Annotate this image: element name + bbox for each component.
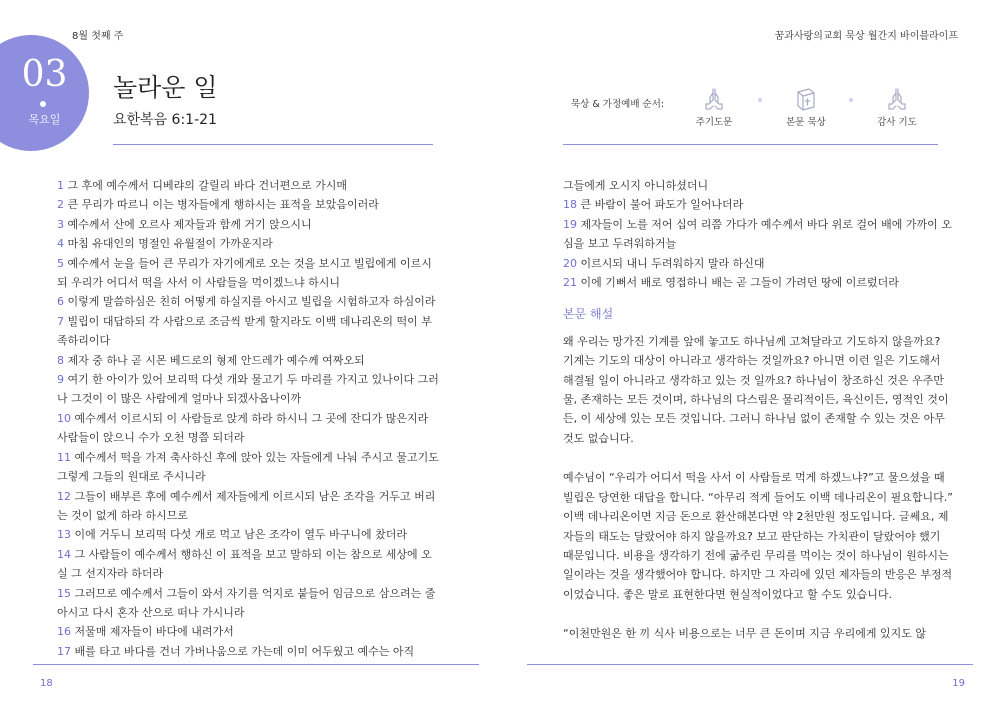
title-divider: [113, 144, 433, 145]
verse-number: 13: [57, 528, 71, 542]
page-number-left: 18: [40, 678, 53, 689]
worship-step-label: 감사 기도: [877, 117, 917, 128]
verse: [57, 195, 442, 214]
verse-text: 그들에게 오시지 아니하셨더니: [563, 179, 709, 192]
verse: [57, 351, 442, 370]
worship-step-lords-prayer: [674, 87, 754, 128]
praying-hands-icon: [703, 87, 725, 111]
verse: [563, 195, 953, 214]
verse-text: 이에 기뻐서 배로 영접하니 배는 곧 그들이 가려던 땅에 이르렀더라: [577, 276, 899, 290]
verse-text: 큰 무리가 따르니 이는 병자들에게 행하시는 표적을 보았음이러라: [64, 198, 379, 212]
footer-divider-left: [33, 664, 479, 665]
verse-text: 그 후에 예수께서 디베랴의 갈릴리 바다 건너편으로 가시매: [64, 179, 347, 192]
verse-number: 3: [57, 217, 64, 231]
verse-number: 21: [563, 276, 577, 290]
worship-step-meditation: [766, 87, 846, 128]
verse: [57, 642, 442, 661]
scripture-reference: 요한복음 6:1-21: [113, 112, 217, 128]
verse-text: 이에 거두니 보리떡 다섯 개로 먹고 남은 조각이 열두 바구니에 찼더라: [71, 528, 407, 542]
verse-text: 빌립이 대답하되 각 사람으로 조금씩 받게 할지라도 이백 데나리온의 떡이 부족하리이다: [57, 314, 432, 348]
verse-number: 16: [57, 625, 71, 639]
verse-text: 그들이 배부른 후에 예수께서 제자들에게 이르시되 남은 조각을 거두고 버리는 것이 없게 하라 하시므로: [57, 489, 436, 522]
verse-text: 배를 타고 바다를 건너 가버나움으로 가는데 이미 어두웠고 예수는 아직: [71, 644, 415, 658]
verse-text: 예수께서 떡을 가져 축사하신 후에 앉아 있는 자들에게 나눠 주시고 물고기도 그렇게 그들의 원대로 주시니라: [57, 450, 439, 484]
verse-number: 15: [57, 586, 71, 600]
worship-step-label: 본문 묵상: [786, 117, 826, 128]
scripture-text-right: [563, 176, 953, 664]
verse: [57, 176, 442, 195]
worship-order-label: 묵상 & 가정예배 순서:: [571, 99, 665, 110]
worship-divider: [563, 144, 938, 145]
publication-name: 꿈과사랑의교회 묵상 월간지 바이블라이프: [774, 31, 958, 42]
commentary-paragraph: 예수님이 “우리가 어디서 떡을 사서 이 사람들로 먹게 하겠느냐?”고 물으셨을 때 빌립은 당연한 대답을 합니다. “아무리 적게 들어도 이백 데나리온이 필요합니다.” 이백 데나리온이면 지금 돈으로 환산해본다면 약 2천만원 정도입니다. 글쎄요, 제자들의 태도는 달랐어야 하지 않을까요? 보고 판단하는 가치관이 달랐어야 했기 때문입니다. 비용을 생각하기 전에 굶주린 무리를 먹이는 것이 하나님이 원하시는 일이라는 것을 생각했어야 합니다. 하지만 그 자리에 있던 제자들의 반응은 부정적이었습니다. 좋은 말로 표현한다면 현실적이었다고 할 수도 있습니다.: [563, 471, 953, 601]
verse-text: 그러므로 예수께서 그들이 와서 자기를 억지로 붙들어 임금으로 삼으려는 줄 아시고 다시 혼자 산으로 떠나 가시니라: [57, 586, 436, 619]
verse-text: 이렇게 말씀하심은 친히 어떻게 하실지를 아시고 빌립을 시험하고자 하심이라: [64, 295, 436, 309]
verse-text: 예수께서 산에 오르사 제자들과 함께 거기 앉으시니: [64, 217, 312, 231]
verse-number: 17: [57, 644, 71, 658]
verse: [57, 370, 442, 409]
footer-divider-right: [527, 664, 973, 665]
worship-step-label: 주기도문: [695, 117, 733, 128]
verse: [57, 487, 442, 526]
verse: [563, 215, 953, 254]
step-separator: [758, 98, 762, 102]
verse: [57, 525, 442, 544]
praying-hands-icon: [886, 87, 908, 111]
verse: [57, 254, 442, 293]
verse-text: 저물매 제자들이 바다에 내려가서: [71, 625, 234, 639]
verse-number: 14: [57, 547, 71, 561]
verse-number: 10: [57, 411, 71, 425]
bible-book-icon: [795, 87, 817, 111]
day-number: 03: [21, 54, 68, 95]
verse-number: 6: [57, 295, 64, 309]
verse: [57, 215, 442, 234]
verse: [57, 312, 442, 351]
verse: [57, 234, 442, 253]
verse-text: 여기 한 아이가 있어 보리떡 다섯 개와 물고기 두 마리를 가지고 있나이다 그러나 그것이 이 많은 사람에게 얼마나 되겠사옵나이까: [57, 373, 439, 406]
verse-text: 제자 중 하나 곧 시몬 베드로의 형제 안드레가 예수께 여짜오되: [64, 353, 365, 367]
verse: [57, 622, 442, 641]
verse-number: 2: [57, 198, 64, 212]
weekday-label: 목요일: [28, 113, 61, 126]
verse-number: 8: [57, 353, 64, 367]
verse-text: 제자들이 노를 저어 십여 리쯤 가다가 예수께서 바다 위로 걸어 배에 가까이 오심을 보고 두려워하거늘: [563, 217, 952, 251]
worship-step-thanks-prayer: [857, 87, 937, 128]
verse: [57, 545, 442, 584]
verse: [563, 176, 953, 195]
verse: [57, 448, 442, 487]
scripture-text-left: [57, 176, 442, 661]
verse-number: 19: [563, 217, 577, 231]
commentary-paragraph: 왜 우리는 망가진 기계를 앞에 놓고도 하나님께 고쳐달라고 기도하지 않을까요? 기계는 기도의 대상이 아니라고 생각하는 것일까요? 아니면 이런 일은 기도해서 해결될 일이 아니라고 생각하고 있는 것 일까요? 하나님이 창조하신 것은 우주만물, 존재하는 모든 것이며, 하나님의 다스림은 물리적이든, 육신이든, 영적인 것이든, 이 세상에 있는 모든 것입니다. 그러니 하나님 없이 존재할 수 있는 것은 아무 것도 없습니다.: [563, 334, 949, 445]
verse-text: 그 사람들이 예수께서 행하신 이 표적을 보고 말하되 이는 참으로 세상에 오실 그 선지자라 하더라: [57, 547, 432, 581]
verse-number: 4: [57, 237, 64, 251]
commentary-paragraph: “이천만원은 한 끼 식사 비용으로는 너무 큰 돈이며 지금 우리에게 있지도 않: [563, 627, 926, 641]
verse: [57, 584, 442, 623]
page-title: 놀라운 일: [113, 73, 218, 102]
verse-text: 이르시되 내니 두려워하지 말라 하신대: [577, 256, 765, 270]
verse-text: 예수께서 이르시되 이 사람들로 앉게 하라 하시니 그 곳에 잔디가 많은지라 사람들이 앉으니 수가 오천 명쯤 되더라: [57, 411, 429, 445]
verse-number: 5: [57, 256, 64, 270]
verse-number: 20: [563, 256, 577, 270]
day-badge: [0, 35, 89, 151]
verse-text: 마침 유대인의 명절인 유월절이 가까운지라: [64, 237, 273, 251]
commentary-heading: 본문 해설: [563, 307, 614, 322]
verse: [563, 273, 953, 292]
verse: [563, 254, 953, 273]
verse-number: 12: [57, 489, 71, 503]
verse-number: 18: [563, 198, 577, 212]
verse-text: 예수께서 눈을 들어 큰 무리가 자기에게로 오는 것을 보시고 빌립에게 이르시되 우리가 어디서 떡을 사서 이 사람들을 먹이겠느냐 하시니: [57, 256, 432, 290]
verse-number: 7: [57, 314, 64, 328]
verse: [57, 409, 442, 448]
verse-number: 11: [57, 450, 71, 464]
verse-number: 9: [57, 373, 64, 387]
day-dot: [40, 101, 46, 107]
verse: [57, 292, 442, 311]
verse-text: 큰 바람이 불어 파도가 일어나더라: [577, 198, 744, 212]
page-number-right: 19: [952, 678, 965, 689]
verse-number: 1: [57, 179, 64, 192]
step-separator: [849, 98, 853, 102]
week-label: 8월 첫째 주: [72, 31, 124, 42]
